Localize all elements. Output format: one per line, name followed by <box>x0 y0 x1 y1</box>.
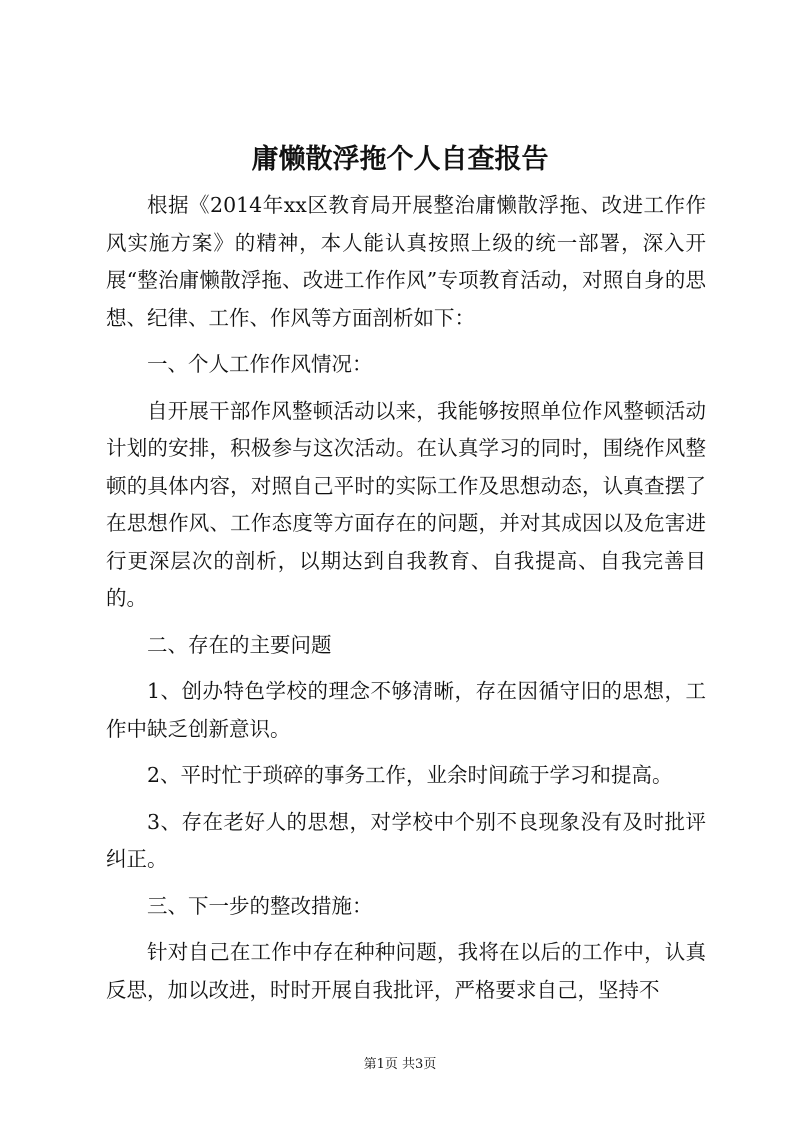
document-title: 庸懒散浮拖个人自查报告 <box>251 144 549 175</box>
problem-item-1: 1、创办特色学校的理念不够清晰，存在因循守旧的思想，工作中缺乏创新意识。 <box>106 679 706 741</box>
document-body <box>106 187 706 1009</box>
page-number-footer: 第1页 共3页 <box>363 1057 437 1072</box>
problem-item-2: 2、平时忙于琐碎的事务工作，业余时间疏于学习和提高。 <box>147 763 673 787</box>
section-heading-problems: 二、存在的主要问题 <box>147 632 332 657</box>
paragraph-intro: 根据《2014年xx区教育局开展整治庸懒散浮拖、改进工作作风实施方案》的精神，本人能认真按照上级的统一部署，深入开展“整治庸懒散浮拖、改进工作作风”专项教育活动，对照自身的思想、纪律、工作、作风等方面剖析如下： <box>106 193 706 330</box>
paragraph-work-style: 自开展干部作风整顿活动以来，我能够按照单位作风整顿活动计划的安排，积极参与这次活动。在认真学习的同时，围绕作风整顿的具体内容，对照自己平时的实际工作及思想动态，认真查摆了在思想作风、工作态度等方面存在的问题，并对其成因以及危害进行更深层次的剖析，以期达到自我教育、自我提高、自我完善目的。 <box>106 398 706 610</box>
problem-item-3: 3、存在老好人的思想，对学校中个别不良现象没有及时批评纠正。 <box>106 809 706 871</box>
paragraph-measures: 针对自己在工作中存在种种问题，我将在以后的工作中，认真反思，加以改进，时时开展自我批评，严格要求自己，坚持不 <box>106 940 706 1002</box>
section-heading-work-style: 一、个人工作作风情况： <box>147 352 373 376</box>
section-heading-measures: 三、下一步的整改措施： <box>147 893 373 918</box>
